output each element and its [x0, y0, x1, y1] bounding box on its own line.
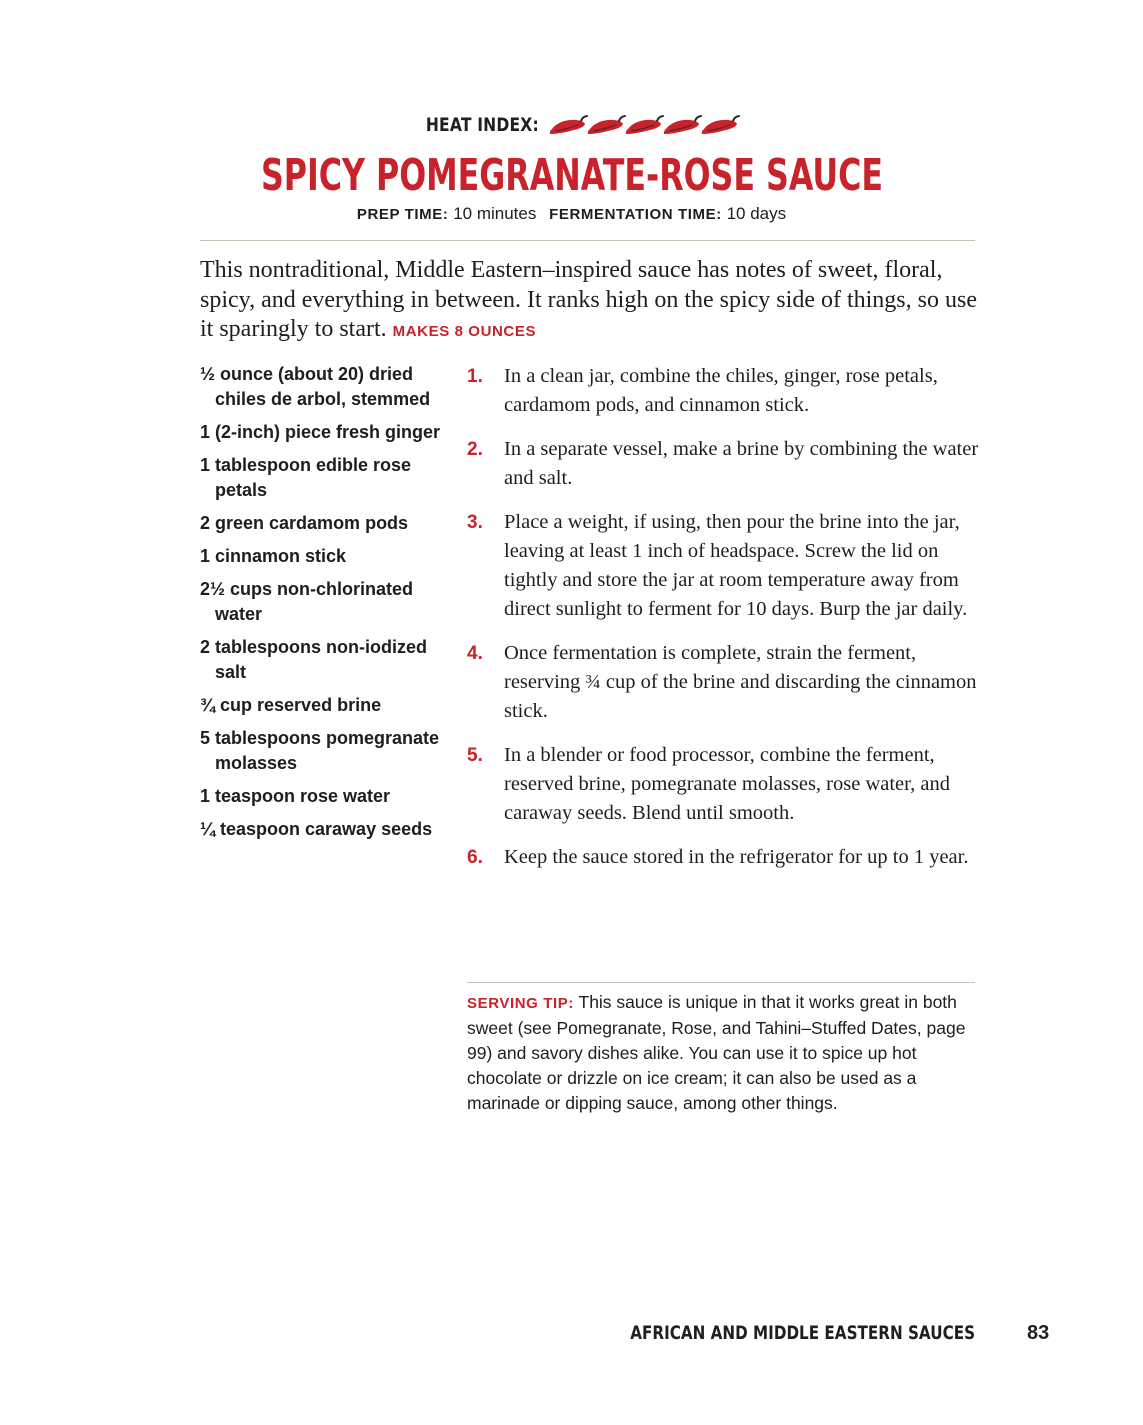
step-number: 6.: [467, 847, 483, 868]
step-text: Once fermentation is complete, strain the ferment, reserving ¾ cup of the brine and discarding the cinnamon stick.: [504, 642, 977, 722]
instruction-step: [467, 508, 987, 624]
chili-pepper-icon: [549, 116, 586, 134]
ingredient-item: ½ ounce (about 20) dried chiles de arbol, stemmed: [200, 364, 431, 409]
page-number: 83: [1027, 1322, 1050, 1344]
footer-section-title: AFRICAN AND MIDDLE EASTERN SAUCES: [630, 1322, 975, 1344]
heat-index: [0, 112, 1143, 138]
instruction-step: [467, 843, 987, 872]
step-text: In a blender or food processor, combine the ferment, reserved brine, pomegranate molasses, rose water, and caraway seeds. Blend until smooth.: [504, 744, 951, 824]
ingredient-item: 2 green cardamom pods: [200, 513, 409, 533]
step-number: 1.: [467, 366, 483, 387]
ingredient-item: 5 tablespoons pomegranate molasses: [200, 728, 440, 773]
ingredient-item: ¼ teaspoon caraway seeds: [200, 819, 433, 839]
chili-pepper-icon: [587, 116, 624, 134]
ingredient-item: 1 teaspoon rose water: [200, 786, 391, 806]
step-number: 3.: [467, 512, 483, 533]
chili-pepper-icon: [701, 116, 738, 134]
ingredient-item: 1 (2-inch) piece fresh ginger: [200, 422, 441, 442]
serving-tip: [467, 990, 972, 1116]
ingredient-item: 2½ cups non-chlorinated water: [200, 579, 414, 624]
step-text: In a clean jar, combine the chiles, ginger, rose petals, cardamom pods, and cinnamon stick.: [504, 365, 938, 416]
step-number: 5.: [467, 745, 483, 766]
instruction-steps: [467, 362, 987, 887]
ingredient-item: 1 cinnamon stick: [200, 546, 347, 566]
heat-rating: [546, 112, 742, 138]
chili-pepper-icon: [625, 116, 662, 134]
serving-tip-label: SERVING TIP:: [467, 995, 574, 1012]
header-divider: [200, 240, 975, 241]
prep-time-label: PREP TIME:: [356, 206, 449, 223]
serving-tip-divider: [467, 982, 975, 983]
instruction-step: [467, 639, 987, 726]
chili-pepper-row: [546, 112, 742, 138]
ingredient-item: ¾ cup reserved brine: [200, 695, 382, 715]
instruction-step: [467, 741, 987, 828]
intro-text: This nontraditional, Middle Eastern–inspired sauce has notes of sweet, floral, spicy, and everything in between. It ranks high on the spicy side of things, so use it sparingly to start.: [200, 257, 977, 342]
fermentation-time-value: 10 days: [726, 204, 787, 223]
step-text: Place a weight, if using, then pour the brine into the jar, leaving at least 1 inch of headspace. Screw the lid on tightly and store the jar at room temperature away from direct sunlight to ferment for 10 days. Burp the jar daily.: [504, 511, 968, 620]
ingredient-item: 2 tablespoons non-iodized salt: [200, 637, 428, 682]
recipe-intro: [200, 256, 990, 347]
ingredient-item: 1 tablespoon edible rose petals: [200, 455, 412, 500]
chili-pepper-icon: [663, 116, 700, 134]
recipe-times: [0, 204, 1143, 224]
prep-time-value: 10 minutes: [453, 204, 537, 223]
instruction-step: [467, 362, 987, 420]
instruction-step: [467, 435, 987, 493]
step-text: Keep the sauce stored in the refrigerator for up to 1 year.: [504, 846, 969, 868]
ingredient-list: [200, 362, 455, 850]
serving-tip-text: This sauce is unique in that it works great in both sweet (see Pomegranate, Rose, and Tahini–Stuffed Dates, page 99) and savory dishes alike. You can use it to spice up hot chocolate or drizzle on ice cream; it can also be used as a marinade or dipping sauce, among other things.: [467, 992, 966, 1113]
step-text: In a separate vessel, make a brine by combining the water and salt.: [504, 438, 979, 489]
recipe-title: [0, 150, 1143, 202]
recipe-yield: MAKES 8 OUNCES: [392, 323, 537, 340]
fermentation-time-label: FERMENTATION TIME:: [549, 206, 722, 223]
recipe-title-text: SPICY POMEGRANATE-ROSE SAUCE: [260, 150, 883, 201]
step-number: 4.: [467, 643, 483, 664]
step-number: 2.: [467, 439, 483, 460]
heat-index-label: HEAT INDEX:: [426, 114, 540, 136]
